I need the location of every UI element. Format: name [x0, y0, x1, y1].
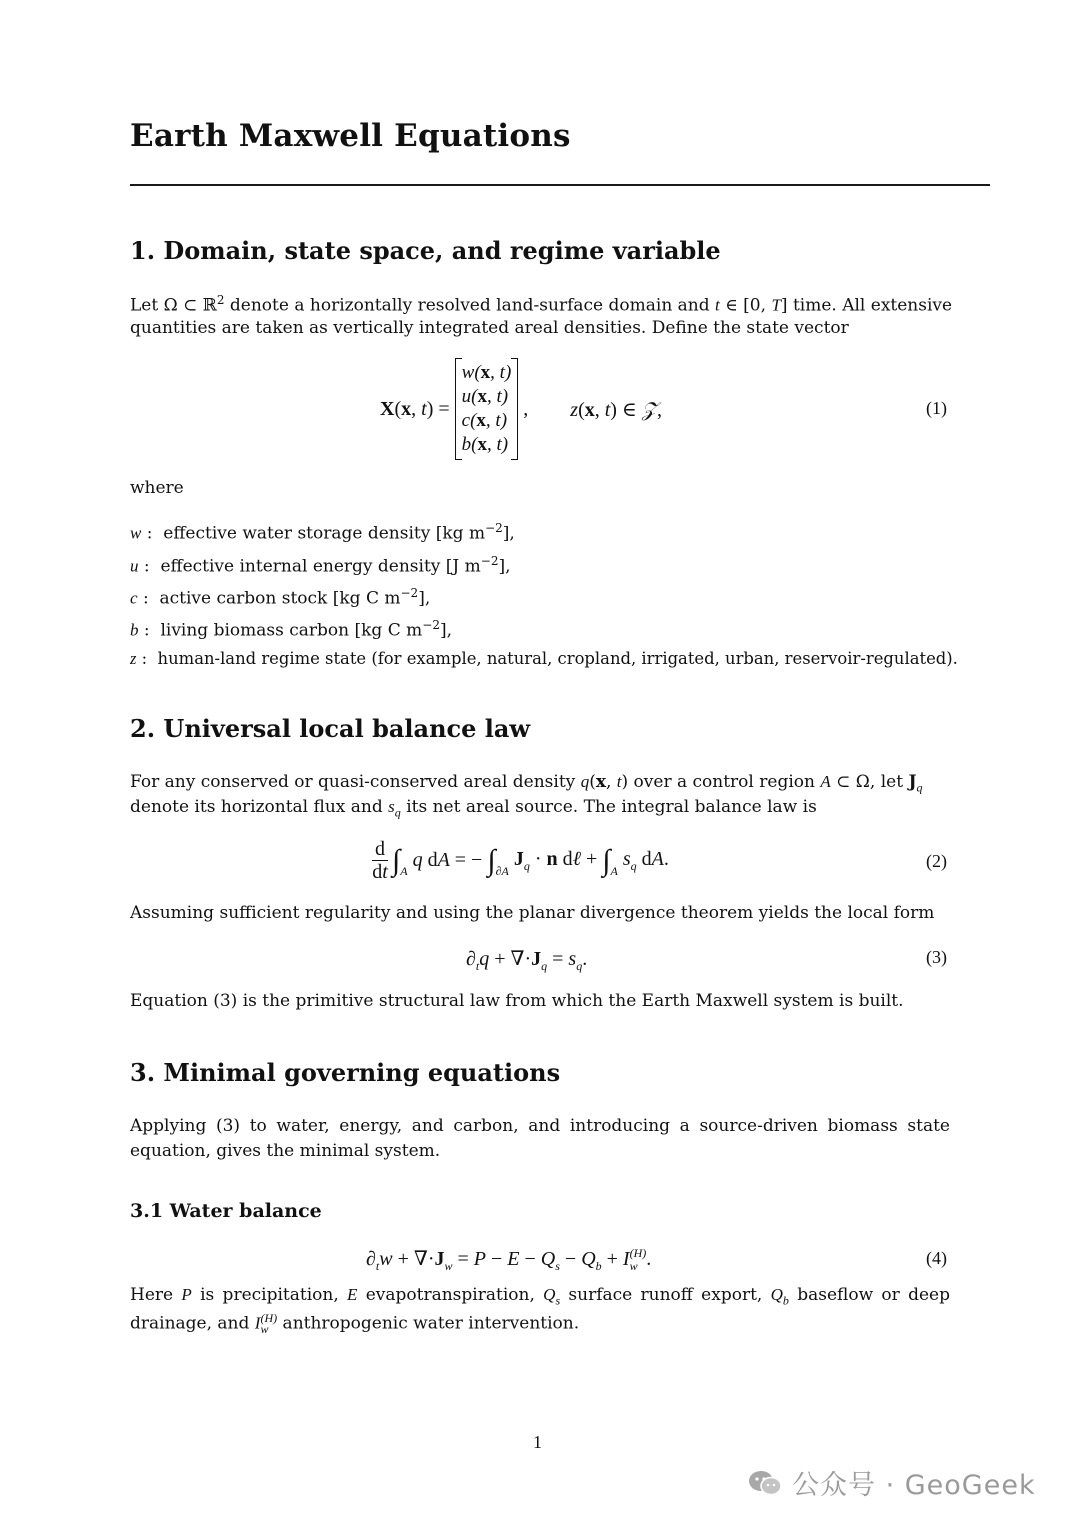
section-3-para-line-1: Applying (3) to water, energy, and carbon, and introducing a source-driven biomass state — [130, 1116, 950, 1136]
section-1-heading: 1. Domain, state space, and regime variable — [130, 236, 721, 265]
equation-2-number: (2) — [926, 851, 947, 871]
equation-4-number: (4) — [926, 1248, 947, 1268]
section-3-heading: 3. Minimal governing equations — [130, 1058, 561, 1087]
watermark — [748, 1463, 1036, 1502]
section-1-intro-line-2: quantities are taken as vertically integrated areal densities. Define the state vector — [130, 318, 849, 338]
title-rule — [130, 184, 990, 186]
section-2-para-line-1: For any conserved or quasi-conserved areal density q(x, t) over a control region A ⊂ Ω, let $J_q$ — [130, 772, 923, 795]
equation-2: $\frac{d}{dt}$ ∫ $_A$ q dA = − ∫ $_{\partial A}$ $J_q \cdot n$ dℓ + ∫ $_A$ $s_q$ dA. — [372, 838, 669, 883]
var-z: z : human-land regime state (for example, natural, cropland, irrigated, urban, reservoir-regulated). — [130, 649, 958, 668]
var-c: c : active carbon stock [kg C $m^{-2}$], — [130, 586, 431, 609]
where-label: where — [130, 478, 184, 498]
var-u: u : effective internal energy density [J $m^{-2}$], — [130, 554, 511, 577]
watermark-text: 公众号 · GeoGeek — [792, 1470, 1036, 1501]
section-1-intro-line-1: Let Ω ⊂ ℝ$^2$ denote a horizontally resolved land-surface domain and t ∈ [0, T] time. All extensive — [130, 293, 953, 316]
equation-3: $\partial_tq + \nabla\cdot J_q = s_q$. — [466, 948, 588, 973]
subsection-3-1-heading: 3.1 Water balance — [130, 1200, 322, 1222]
section-2-closing: Equation (3) is the primitive structural law from which the Earth Maxwell system is built. — [130, 991, 904, 1011]
page-number: 1 — [533, 1432, 542, 1452]
section-2-heading: 2. Universal local balance law — [130, 714, 531, 743]
section-2-para-line-2: denote its horizontal flux and $s_q$ its net areal source. The integral balance law is — [130, 797, 817, 820]
section-3-after-eq4-line-1: Here P is precipitation, E evapotranspiration, $Q_s$ surface runoff export, $Q_b$ baseflow or deep — [130, 1285, 950, 1308]
section-3-after-eq4-line-2: drainage, and $I_w^{(H)}$ anthropogenic water intervention. — [130, 1311, 580, 1337]
equation-1-number: (1) — [926, 398, 947, 418]
page-title: Earth Maxwell Equations — [130, 118, 571, 154]
equation-4: $\partial_tw + \nabla\cdot J_w = P - E - Q_s - Q_b + I_w^{(H)}$. — [366, 1246, 652, 1273]
section-3-para-line-2: equation, gives the minimal system. — [130, 1141, 441, 1161]
var-w: w : effective water storage density [kg $m^{-2}$], — [130, 521, 515, 544]
wechat-icon — [748, 1469, 782, 1497]
state-vector-matrix: w(x, t) u(x, t) c(x, t) b(x, t) — [455, 358, 519, 460]
equation-3-number: (3) — [926, 947, 947, 967]
section-2-after-eq2: Assuming sufficient regularity and using the planar divergence theorem yields the local form — [130, 903, 935, 923]
equation-1: X(x, t) = w(x, t) u(x, t) c(x, t) b(x, t) , z(x, t) ∈ 𝒵, — [380, 358, 662, 460]
var-b: b : living biomass carbon [kg C $m^{-2}$], — [130, 618, 453, 641]
